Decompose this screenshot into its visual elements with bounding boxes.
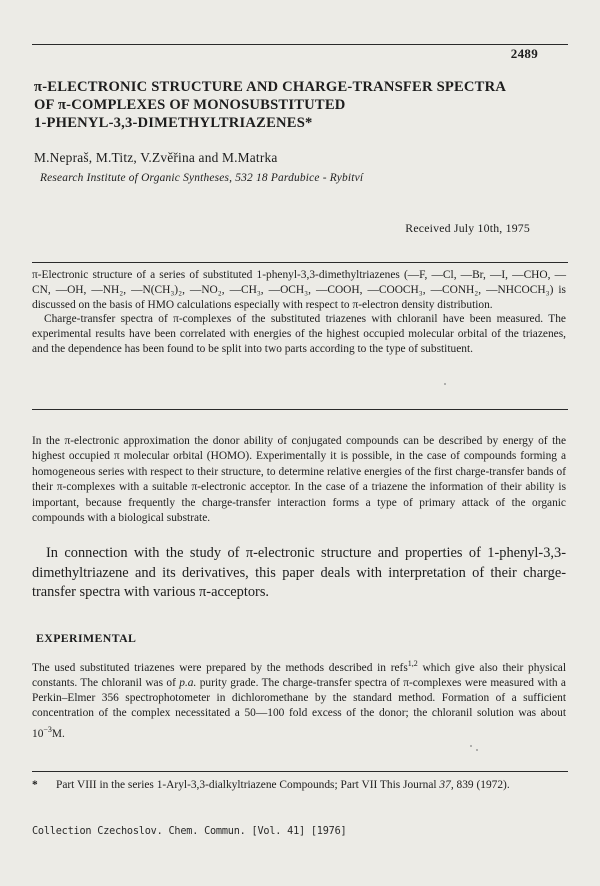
title-line-2: OF π-COMPLEXES OF MONOSUBSTITUTED bbox=[34, 97, 346, 113]
abstract-paragraph-2: Charge-transfer spectra of π-complexes of the substituted triazenes with chloranil have been measured. The experimental results have been correlated with energies of the highest occupied molecular orbital of the triazenes, and the dependence has been found to be split into two parts according to the type of substituent. bbox=[32, 313, 566, 355]
abstract-top-rule bbox=[32, 262, 568, 263]
title-line-3: 1-PHENYL-3,3-DIMETHYLTRIAZENES* bbox=[34, 115, 313, 131]
footnote-rule bbox=[32, 771, 568, 772]
footnote-pages: 839 (1972). bbox=[453, 779, 510, 791]
molar-unit: M. bbox=[51, 727, 65, 740]
experimental-paragraph bbox=[32, 656, 566, 742]
article-title bbox=[34, 78, 554, 132]
intro-paragraph: In the π-electronic approximation the donor ability of conjugated compounds can be described by energy of the highest occupied π molecular orbital (HOMO). Experimentally it is possible, in the case of compounds forming a homogeneous series with respect to their structure, to determine relative energies of the first charge-transfer bands of their π-complexes with a suitable π-electronic acceptor. In the case of a triazene the information of their ability is important, because frequently the charge-transfer interaction forms a type of primary attack of the organic compounds with a biological substrate. bbox=[32, 435, 566, 525]
exponent-superscript: −3 bbox=[43, 724, 52, 734]
journal-footer: Collection Czechoslov. Chem. Commun. [Vol. 41] [1976] bbox=[32, 826, 347, 837]
exp-text-1: The used substituted triazenes were prepared by the methods described in refs bbox=[32, 661, 408, 674]
purity-grade: p.a. bbox=[179, 677, 197, 689]
page-number: 2489 bbox=[510, 46, 538, 61]
exp-text-2: which give also their physical constants. The chloranil was of bbox=[32, 661, 566, 689]
print-speck bbox=[476, 749, 478, 751]
affiliation: Research Institute of Organic Syntheses, 532 18 Pardubice - Rybitví bbox=[40, 172, 364, 184]
print-speck bbox=[444, 383, 446, 385]
reference-superscript: 1,2 bbox=[407, 659, 418, 668]
abstract bbox=[32, 268, 566, 357]
header-rule bbox=[32, 44, 568, 45]
section-heading-experimental: EXPERIMENTAL bbox=[36, 631, 137, 645]
footnote-volume: 37, bbox=[439, 779, 454, 791]
print-speck bbox=[470, 745, 472, 747]
title-line-1: π-ELECTRONIC STRUCTURE AND CHARGE-TRANSFER SPECTRA bbox=[34, 79, 507, 95]
main-paragraph: In connection with the study of π-electronic structure and properties of 1-phenyl-3,3-dimethyltriazene and its derivatives, this paper deals with interpretation of their charge-transfer spectra with various π-acceptors. bbox=[32, 545, 566, 601]
footnote-marker: * bbox=[32, 779, 38, 791]
footnote bbox=[32, 778, 566, 793]
received-date: Received July 10th, 1975 bbox=[405, 221, 530, 235]
author-list: M.Nepraš, M.Titz, V.Zvěřina and M.Matrka bbox=[34, 150, 278, 165]
footnote-text: Part VIII in the series 1-Aryl-3,3-dialkyltriazene Compounds; Part VII This Journal bbox=[56, 779, 440, 791]
abstract-paragraph-1: π-Electronic structure of a series of substituted 1-phenyl-3,3-dimethyltriazenes (—F, —Cl, —Br, —I, —CHO, —CN, —OH, —NH₂, —N(CH₃)₂, —NO₂, —CH₃, —OCH₃, —COOH, —COOCH₃, —CONH₂, —NHCOCH₃) is discussed on the basis of HMO calculations especially with respect to π-electron density distribution. bbox=[32, 269, 566, 311]
exp-text-3: purity grade. The charge-transfer spectra of π-complexes were measured with a Perkin–Elmer 356 spectrophotometer in dichloromethane by the standard method. Formation of a sufficient concentration of the complex necessitated a 50—100 fold excess of the donor; the chloranil solution was about 10 bbox=[32, 677, 566, 740]
abstract-bottom-rule bbox=[32, 409, 568, 410]
